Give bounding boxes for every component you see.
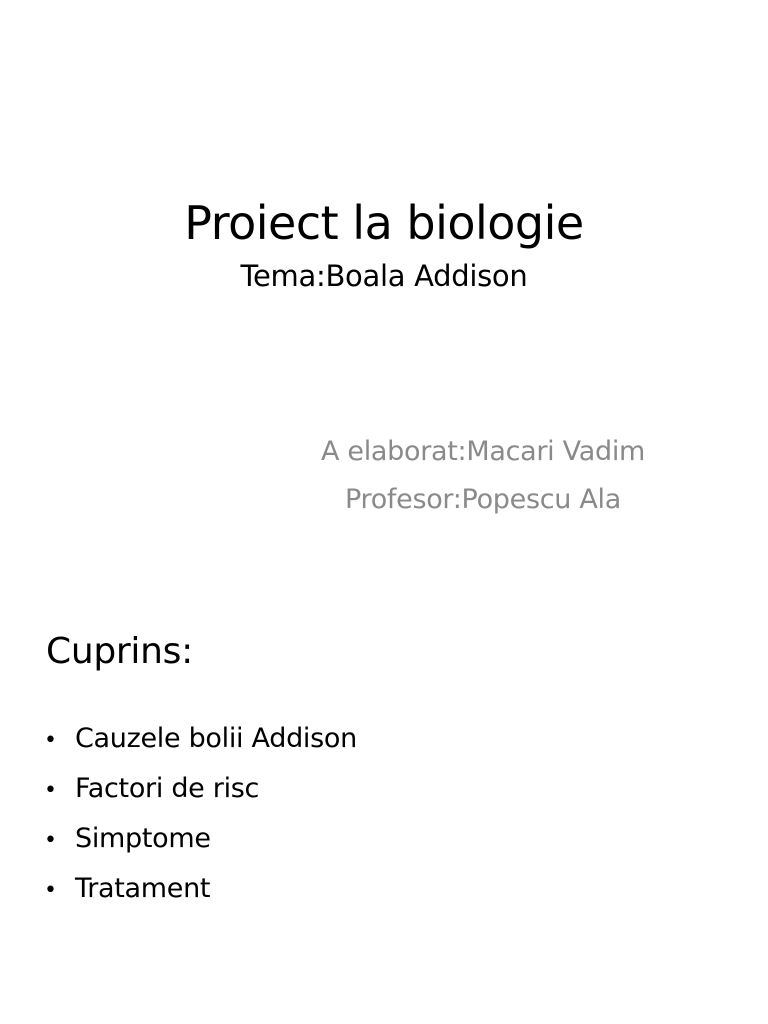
- list-item-label: Tratament: [75, 873, 211, 904]
- author-info: [200, 428, 766, 524]
- list-item-label: Cauzele bolii Addison: [75, 723, 357, 754]
- list-item-label: Simptome: [75, 823, 211, 854]
- bullet-icon: •: [44, 728, 57, 753]
- bullet-icon: •: [44, 778, 57, 803]
- list-item: [44, 715, 357, 765]
- teacher-line: Profesor:Popescu Ala: [345, 484, 621, 515]
- slide-subtitle: Tema:Boala Addison: [240, 259, 528, 293]
- slide-title: Proiect la biologie: [184, 196, 584, 250]
- list-item: [44, 815, 357, 865]
- contents-heading: Cuprins:: [46, 631, 193, 672]
- list-item: [44, 765, 357, 815]
- list-item-label: Factori de risc: [75, 773, 260, 804]
- list-item: [44, 865, 357, 915]
- bullet-icon: •: [44, 828, 57, 853]
- author-line: A elaborat:Macari Vadim: [320, 436, 646, 467]
- bullet-icon: •: [44, 878, 57, 903]
- contents-list: [44, 715, 357, 915]
- contents-slide: [0, 576, 768, 1024]
